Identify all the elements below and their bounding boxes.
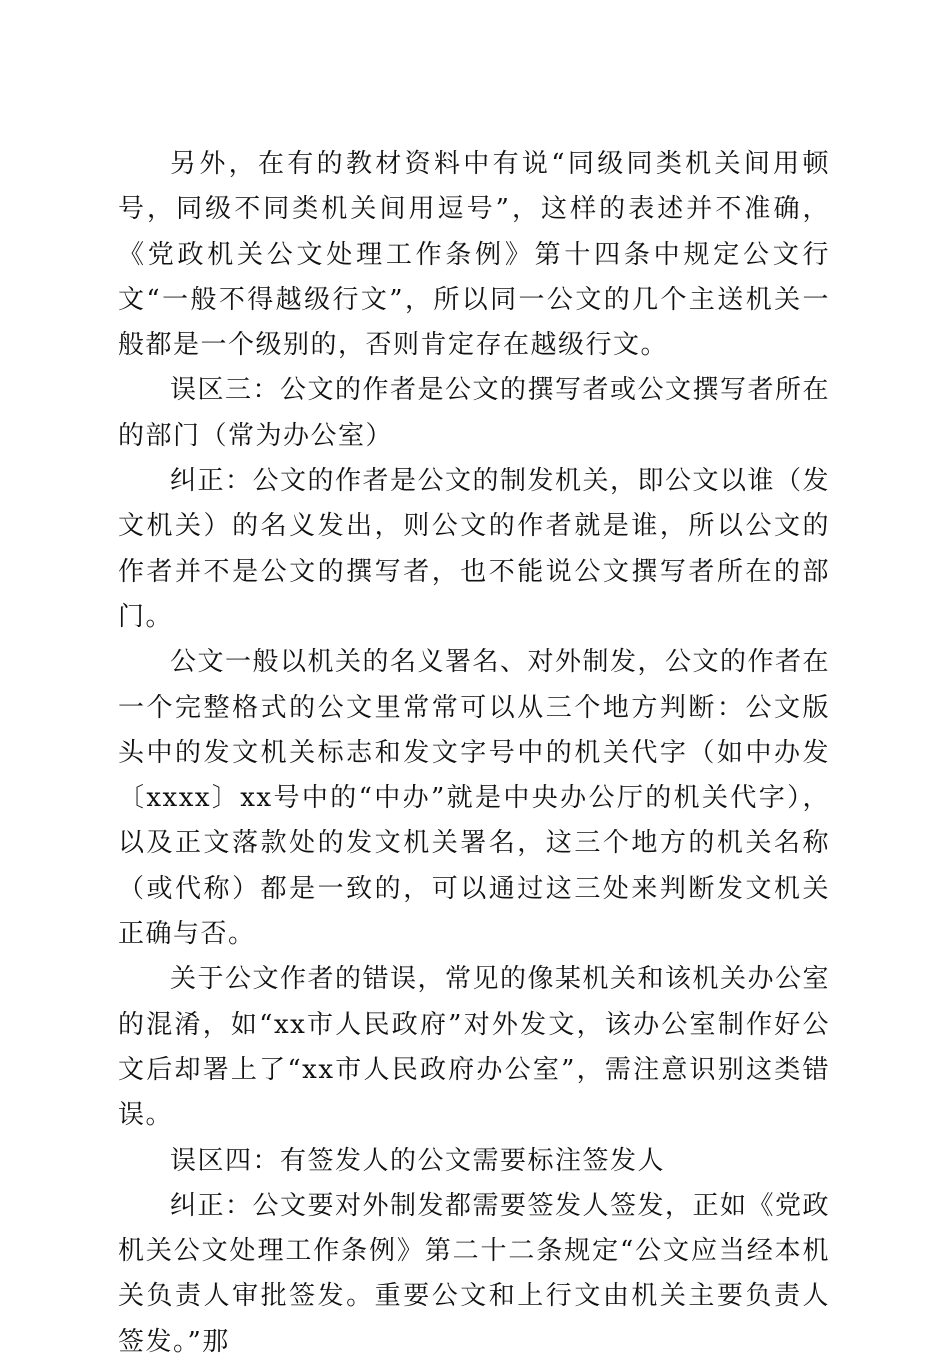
- document-body: [118, 142, 830, 1365]
- paragraph-correction-three: 纠正：公文的作者是公文的制发机关，即公文以谁（发文机关）的名义发出，则公文的作者就是谁，所以公文的作者并不是公文的撰写者，也不能说公文撰写者所在的部门。: [118, 466, 831, 632]
- paragraph-author-judgment: 公文一般以机关的名义署名、对外制发，公文的作者在一个完整格式的公文里常常可以从三个地方判断：公文版头中的发文机关标志和发文字号中的机关代字（如中办发〔xxxx〕xx号中的“中办”就是中央办公厅的机关代字），以及正文落款处的发文机关署名，这三个地方的机关名称（或代称）都是一致的，可以通过这三处来判断发文机关正确与否。: [118, 647, 831, 950]
- paragraph-hierarchy-note: 另外，在有的教材资料中有说“同级同类机关间用顿号，同级不同类机关间用逗号”，这样的表述并不准确，《党政机关公文处理工作条例》第十四条中规定公文行文“一般不得越级行文”，所以同一公文的几个主送机关一般都是一个级别的，否则肯定存在越级行文。: [118, 149, 830, 361]
- paragraph-correction-four: 纠正：公文要对外制发都需要签发人签发，正如《党政机关公文处理工作条例》第二十二条规定“公文应当经本机关负责人审批签发。重要公文和上行文由机关主要负责人签发。”那: [118, 1190, 831, 1357]
- paragraph-myth-three: 误区三：公文的作者是公文的撰写者或公文撰写者所在的部门（常为办公室）: [118, 375, 831, 451]
- paragraph-author-errors: 关于公文作者的错误，常见的像某机关和该机关办公室的混淆，如“xx市人民政府”对外发文，该办公室制作好公文后却署上了“xx市人民政府办公室”，需注意识别这类错误。: [118, 964, 831, 1131]
- paragraph-myth-four: 误区四：有签发人的公文需要标注签发人: [170, 1145, 666, 1176]
